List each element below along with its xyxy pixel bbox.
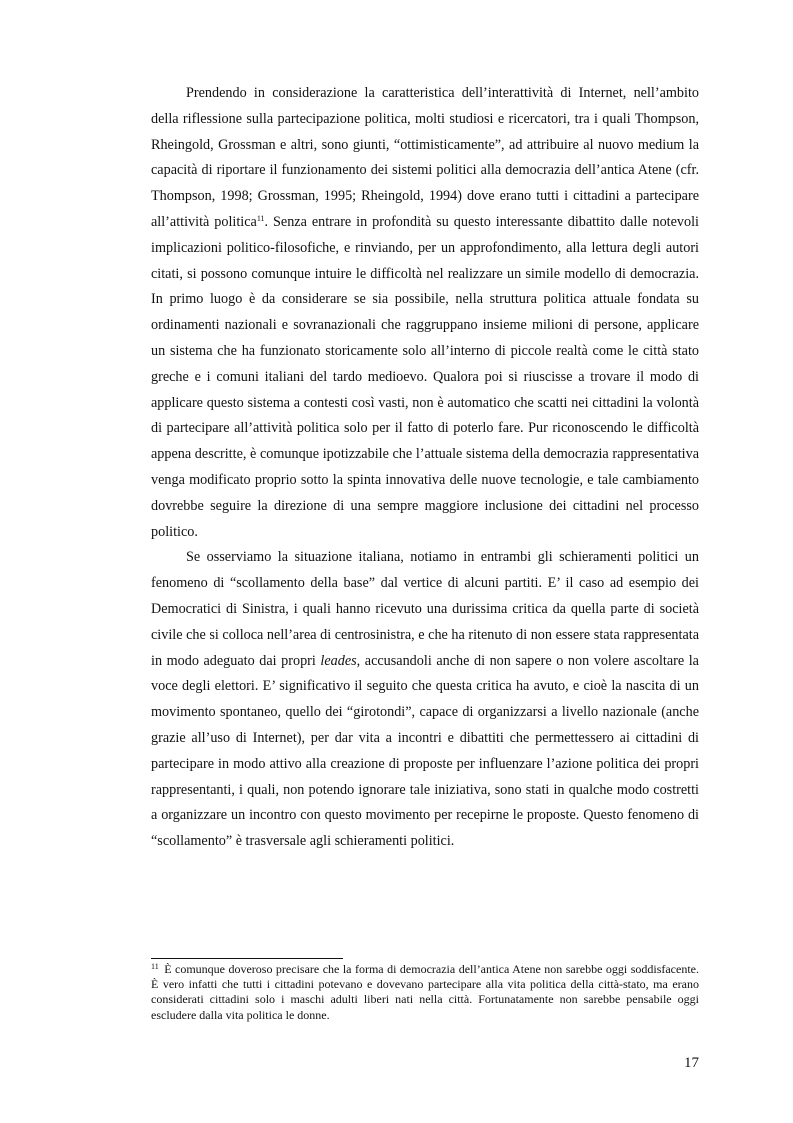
page-number: 17	[684, 1055, 699, 1071]
footnote-divider	[151, 958, 343, 959]
paragraph-1-text-b: . Senza entrare in profondità su questo interessante dibattito dalle notevoli implicazioni politico-filosofiche, e rinviando, per un approfondimento, alla lettura degli autori citati, si possono comunque intuire le difficoltà nel realizzare un simile modello di democrazia. In primo luogo è da considerare se sia possibile, nella struttura politica attuale fondata su ordinamenti nazionali e sovranazionali che raggruppano insieme milioni di persone, applicare un sistema che ha funzionato storicamente solo all’interno di piccole realtà come le città stato greche e i comuni italiani del tardo medioevo. Qualora poi si riuscisse a trovare il modo di applicare questo sistema a contesti così vasti, non è automatico che scatti nei cittadini la volontà di partecipare all’attività politica solo per il fatto di poterlo fare. Pur riconoscendo le difficoltà appena descritte, è comunque ipotizzabile che l’attuale sistema della democrazia rappresentativa venga modificato proprio sotto la spinta innovativa delle nuove tecnologie, e tale cambiamento dovrebbe seguire la direzione di una sempre maggiore inclusione dei cittadini nel processo politico.	[151, 213, 699, 540]
footnote	[151, 962, 699, 1023]
paragraph-1-text-a: Prendendo in considerazione la caratteristica dell’interattività di Internet, nell’ambito della riflessione sulla partecipazione politica, molti studiosi e ricercatori, tra i quali Thompson, Rheingold, Grossman e altri, sono giunti, “ottimisticamente”, ad attribuire al nuovo medium la capacità di riportare il funzionamento dei sistemi politici alla democrazia dell’antica Atene (cfr. Thompson, 1998; Grossman, 1995; Rheingold, 1994) dove erano tutti i cittadini a partecipare all’attività politica	[151, 85, 699, 230]
body-text	[151, 81, 699, 855]
paragraph-2	[151, 545, 699, 855]
paragraph-1	[151, 81, 699, 545]
footnote-text: È comunque doveroso precisare che la forma di democrazia dell’antica Atene non sarebbe oggi soddisfacente. È vero infatti che tutti i cittadini potevano e dovevano partecipare alla vita politica della città-stato, ma erano considerati cittadini solo i maschi adulti liberi nati nella città. Fortunatamente non sarebbe pensabile oggi escludere dalla vita politica le donne.	[151, 962, 699, 1022]
footnote-marker: 11	[151, 962, 159, 971]
paragraph-2-text-b: , accusandoli anche di non sapere o non volere ascoltare la voce degli elettori. E’ significativo il seguito che questa critica ha avuto, e cioè la nascita di un movimento spontaneo, quello dei “girotondi”, capace di organizzarsi a livello nazionale (anche grazie all’uso di Internet), per dar vita a incontri e dibattiti che permettessero ai cittadini di partecipare in modo attivo alla creazione di proposte per influenzare l’azione politica dei propri rappresentanti, i quali, non potendo ignorare tale iniziativa, sono stati in qualche modo costretti a organizzare un incontro con questo movimento per recepirne le proposte. Questo fenomeno di “scollamento” è trasversale agli schieramenti politici.	[151, 652, 699, 850]
paragraph-2-text-a: Se osserviamo la situazione italiana, notiamo in entrambi gli schieramenti politici un fenomeno di “scollamento della base” dal vertice di alcuni partiti. E’ il caso ad esempio dei Democratici di Sinistra, i quali hanno ricevuto una durissima critica da quella parte di società civile che si colloca nell’area di centrosinistra, e che ha ritenuto di non essere stata rappresentata in modo adeguato dai propri	[151, 549, 699, 669]
paragraph-2-italic-term: leades	[320, 652, 357, 669]
footnote-reference: 11	[256, 213, 265, 223]
